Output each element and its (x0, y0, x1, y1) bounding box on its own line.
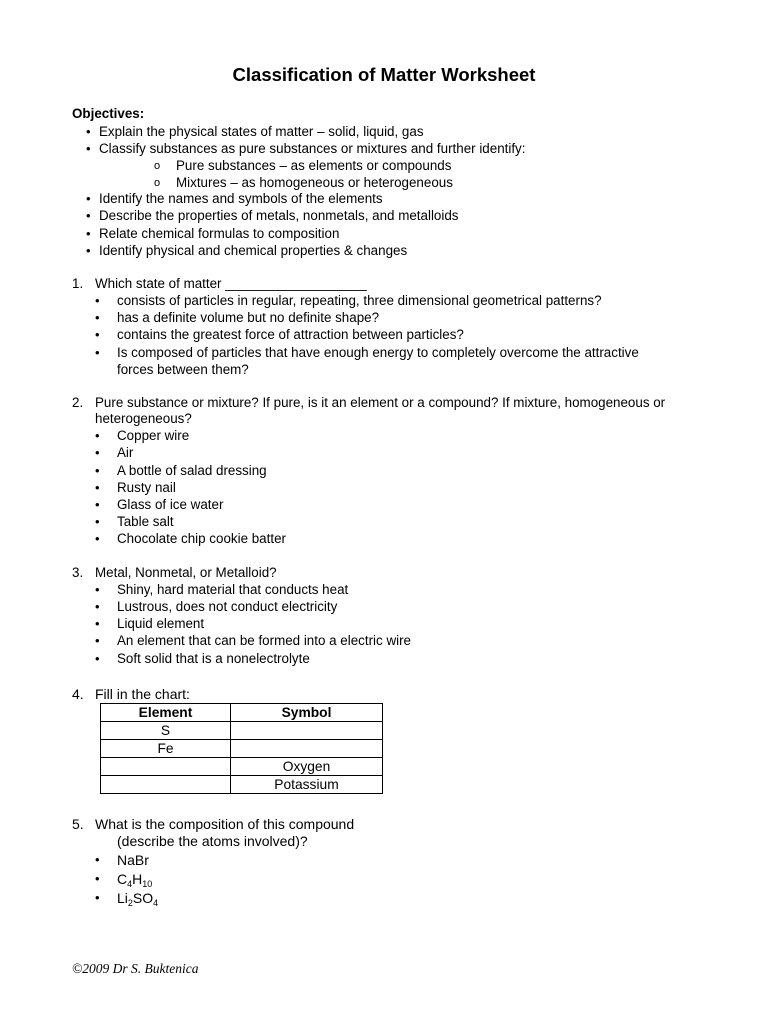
table-row (101, 776, 383, 794)
sub-bullet: o (154, 177, 161, 189)
table-header-row (101, 704, 383, 722)
bullet: • (95, 616, 100, 631)
bullet: • (86, 141, 91, 156)
objective-item: Describe the properties of metals, nonmetals, and metalloids (99, 208, 459, 223)
question-text-continuation: (describe the atoms involved)? (117, 833, 308, 849)
table-cell (231, 740, 383, 758)
question-number: 5. (72, 816, 84, 832)
q2-item: Table salt (117, 514, 174, 529)
q1-item-continuation: forces between them? (117, 362, 249, 377)
question-text: Pure substance or mixture? If pure, is it an element or a compound? If mixture, homogeneous or (95, 395, 666, 410)
question-text: Metal, Nonmetal, or Metalloid? (95, 565, 277, 580)
bullet: • (86, 124, 91, 139)
q2-item: Air (117, 445, 134, 460)
objective-subitem: Pure substances – as elements or compounds (176, 158, 452, 173)
bullet: • (95, 428, 100, 443)
bullet: • (95, 633, 100, 648)
q1-item: has a definite volume but no definite shape? (117, 310, 380, 325)
sub-bullet: o (154, 160, 161, 172)
bullet: • (95, 327, 100, 342)
objective-subitem: Mixtures – as homogeneous or heterogeneous (176, 175, 453, 190)
table-cell (101, 776, 231, 794)
table-row (101, 758, 383, 776)
worksheet-title: Classification of Matter Worksheet (232, 64, 536, 85)
column-header-element: Element (101, 704, 231, 722)
objective-item: Classify substances as pure substances or mixtures and further identify: (99, 141, 526, 156)
element-symbol-table (100, 703, 383, 794)
objective-item: Relate chemical formulas to composition (99, 226, 340, 241)
q2-item: Glass of ice water (117, 497, 224, 512)
bullet: • (95, 531, 100, 546)
table-cell: S (101, 722, 231, 740)
bullet: • (86, 226, 91, 241)
objective-item: Identify the names and symbols of the elements (99, 191, 383, 206)
bullet: • (95, 345, 100, 360)
q3-item: Shiny, hard material that conducts heat (117, 582, 349, 597)
q1-item: consists of particles in regular, repeating, three dimensional geometrical patterns? (117, 293, 602, 308)
bullet: • (95, 463, 100, 478)
table-cell: Potassium (231, 776, 383, 794)
q1-item: contains the greatest force of attraction between particles? (117, 327, 464, 342)
formula: $C_4H_{10}$ (117, 871, 153, 889)
q3-item: Soft solid that is a nonelectrolyte (117, 651, 310, 666)
table-row (101, 740, 383, 758)
question-number: 2. (72, 395, 84, 410)
bullet: • (95, 871, 100, 886)
bullet: • (95, 599, 100, 614)
question-text: Which state of matter ___________________ (95, 276, 367, 291)
bullet: • (95, 310, 100, 325)
copyright-footer: ©2009 Dr S. Buktenica (72, 961, 199, 976)
question-number: 1. (72, 276, 84, 291)
question-number: 3. (72, 565, 84, 580)
objective-item: Identify physical and chemical properties & changes (99, 243, 408, 258)
q2-item: Chocolate chip cookie batter (117, 531, 286, 546)
bullet: • (95, 293, 100, 308)
bullet: • (95, 497, 100, 512)
bullet: • (95, 852, 100, 867)
bullet: • (95, 890, 100, 905)
bullet: • (95, 445, 100, 460)
table-cell (101, 758, 231, 776)
question-text: What is the composition of this compound (95, 816, 355, 832)
table-row (101, 722, 383, 740)
q2-item: A bottle of salad dressing (117, 463, 267, 478)
q3-item: Lustrous, does not conduct electricity (117, 599, 338, 614)
q3-item: Liquid element (117, 616, 205, 631)
q3-item: An element that can be formed into a electric wire (117, 633, 411, 648)
q2-item: Rusty nail (117, 480, 176, 495)
bullet: • (95, 582, 100, 597)
bullet: • (95, 480, 100, 495)
bullet: • (86, 243, 91, 258)
question-text: Fill in the chart: (95, 686, 190, 702)
bullet: • (95, 651, 100, 666)
q1-item: Is composed of particles that have enough energy to completely overcome the attractive (117, 345, 639, 360)
question-text-continuation: heterogeneous? (95, 411, 192, 426)
bullet: • (95, 514, 100, 529)
formula: NaBr (117, 852, 149, 868)
column-header-symbol: Symbol (231, 704, 383, 722)
formula: $Li_2SO_4$ (117, 890, 159, 908)
bullet: • (86, 208, 91, 223)
question-number: 4. (72, 686, 84, 702)
bullet: • (86, 191, 91, 206)
table-cell: Oxygen (231, 758, 383, 776)
table-cell: Fe (101, 740, 231, 758)
objectives-heading: Objectives: (72, 106, 145, 121)
table-cell (231, 722, 383, 740)
objective-item: Explain the physical states of matter – solid, liquid, gas (99, 124, 424, 139)
q2-item: Copper wire (117, 428, 190, 443)
